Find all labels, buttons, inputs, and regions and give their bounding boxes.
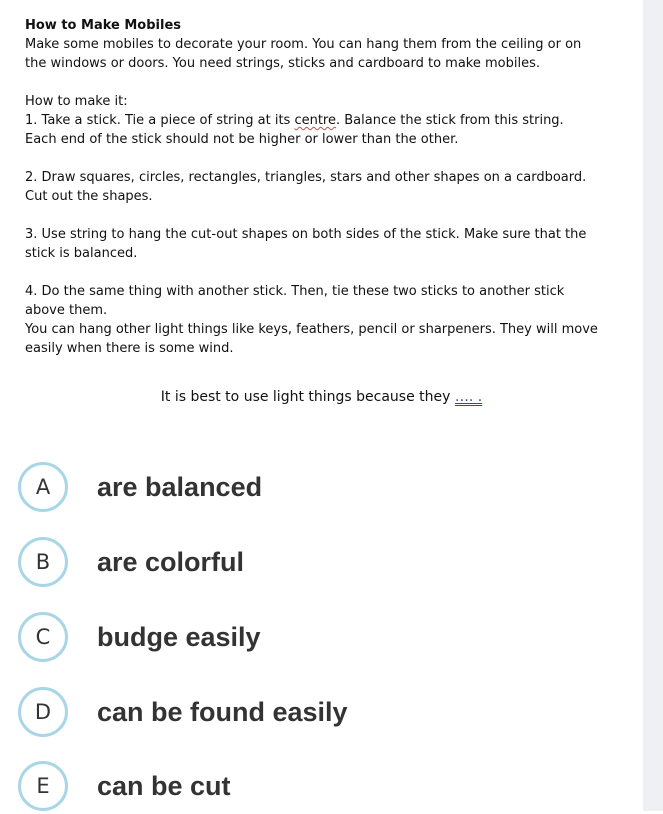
passage-line: easily when there is some wind. [25,341,234,356]
passage-line: Cut out the shapes. [25,189,153,204]
option-a[interactable] [18,459,618,515]
option-text: can be cut [97,770,231,801]
reading-passage [25,16,605,358]
option-c[interactable] [18,609,618,665]
passage-line: the windows or doors. You need strings, sticks and cardboard to make mobiles. [25,56,540,71]
right-rail [643,0,663,811]
passage-line: Make some mobiles to decorate your room. You can hang them from the ceiling or on [25,37,582,52]
passage-line: above them. [25,303,108,318]
step-4-line: 4. Do the same thing with another stick. Then, tie these two sticks to another stick [25,284,565,299]
option-letter-badge: D [18,687,68,737]
step-3-line: 3. Use string to hang the cut-out shapes on both sides of the stick. Make sure that the [25,227,587,242]
step-1-text-a: 1. Take a stick. Tie a piece of string at its [25,113,295,128]
passage-line: Each end of the stick should not be higher or lower than the other. [25,132,459,147]
passage-line: You can hang other light things like keys, feathers, pencil or sharpeners. They will move [25,322,598,337]
passage-line: stick is balanced. [25,246,138,261]
option-text: are colorful [97,546,245,577]
passage-title: How to Make Mobiles [25,18,182,33]
step-1-line [25,111,605,130]
option-text: budge easily [97,621,261,652]
question-blank: …. . [454,389,483,405]
option-letter-badge: E [18,761,68,811]
question-text: It is best to use light things because they [160,389,455,405]
spellcheck-word: centre [294,113,336,128]
option-e[interactable] [18,758,618,814]
option-letter-badge: B [18,537,68,587]
option-d[interactable] [18,684,618,740]
option-text: are balanced [97,471,263,502]
step-1-text-b: . Balance the stick from this string. [336,113,564,128]
step-2-line: 2. Draw squares, circles, rectangles, triangles, stars and other shapes on a cardboard. [25,170,587,185]
option-letter-badge: C [18,612,68,662]
how-to-heading: How to make it: [25,94,128,109]
option-letter-badge: A [18,462,68,512]
option-b[interactable] [18,534,618,590]
option-text: can be found easily [97,696,348,727]
question-prompt [0,389,643,405]
